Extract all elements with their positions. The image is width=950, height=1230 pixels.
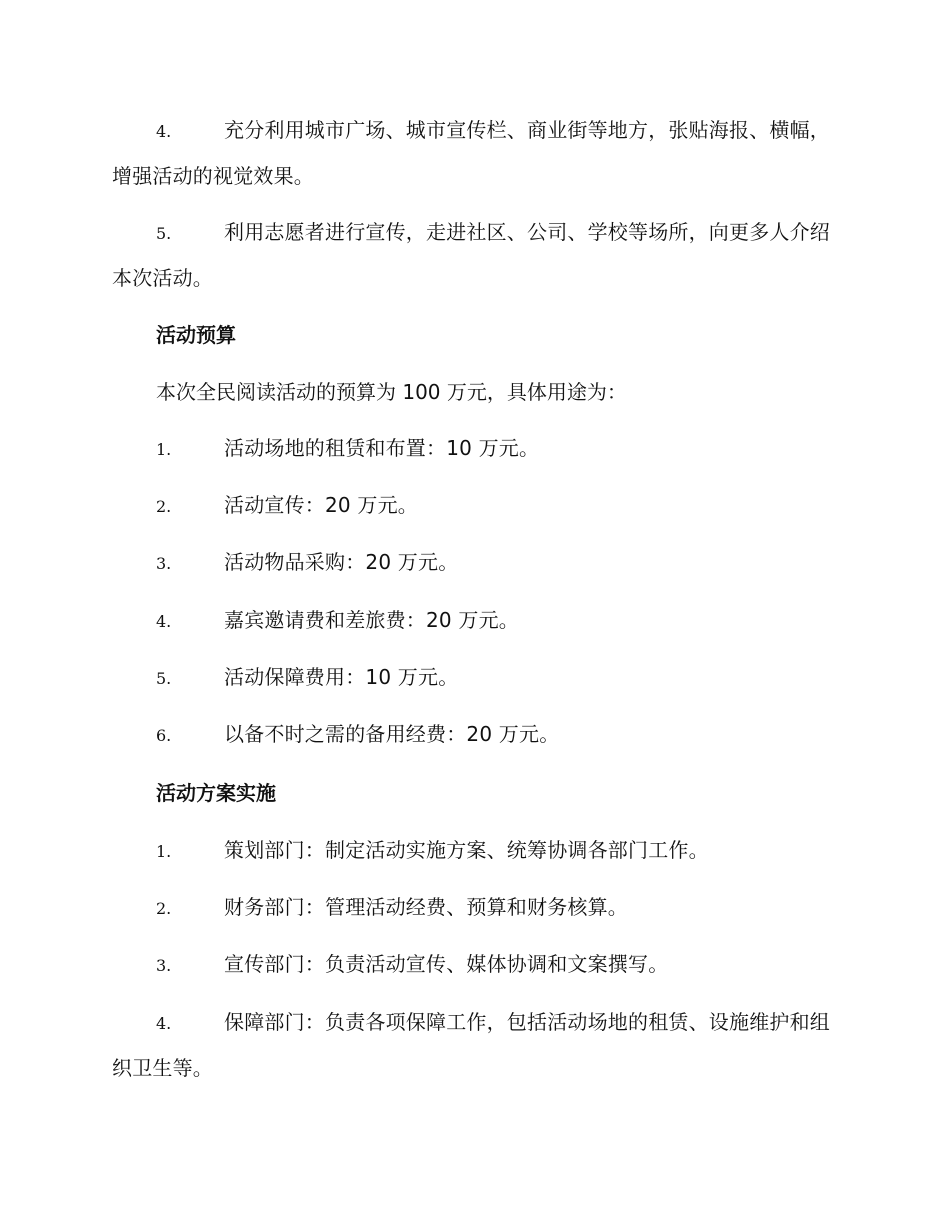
list-number: 1. <box>156 440 172 459</box>
list-item <box>112 108 834 198</box>
list-item <box>112 210 834 300</box>
list-item <box>112 655 834 701</box>
list-number: 4. <box>156 1014 172 1033</box>
list-number: 5. <box>156 224 172 243</box>
list-item <box>112 828 834 874</box>
list-item <box>112 712 834 758</box>
list-number: 5. <box>156 669 172 688</box>
list-number: 3. <box>156 956 172 975</box>
list-item <box>112 942 834 988</box>
list-item <box>112 426 834 472</box>
list-number: 2. <box>156 899 172 918</box>
list-number: 4. <box>156 612 172 631</box>
list-number: 6. <box>156 726 172 745</box>
list-number: 1. <box>156 842 172 861</box>
list-item <box>112 885 834 931</box>
list-text: 保障部门：负责各项保障工作，包括活动场地的租赁、设施维护和组织卫生等。 <box>112 1010 830 1080</box>
section-heading-budget: 活动预算 <box>156 323 236 347</box>
list-text: 活动场地的租赁和布置：10 万元。 <box>224 436 540 460</box>
list-item <box>112 540 834 586</box>
budget-intro: 本次全民阅读活动的预算为 100 万元，具体用途为： <box>156 380 627 404</box>
list-text: 以备不时之需的备用经费：20 万元。 <box>224 722 560 746</box>
list-item <box>112 483 834 529</box>
list-number: 3. <box>156 554 172 573</box>
list-text: 嘉宾邀请费和差旅费：20 万元。 <box>224 608 520 632</box>
list-text: 充分利用城市广场、城市宣传栏、商业街等地方，张贴海报、横幅，增强活动的视觉效果。 <box>112 118 830 188</box>
list-item <box>112 598 834 644</box>
section-heading-implementation: 活动方案实施 <box>156 781 276 805</box>
list-text: 活动保障费用：10 万元。 <box>224 665 459 689</box>
list-text: 利用志愿者进行宣传，走进社区、公司、学校等场所，向更多人介绍本次活动。 <box>112 220 830 290</box>
list-number: 4. <box>156 122 172 141</box>
list-text: 策划部门：制定活动实施方案、统筹协调各部门工作。 <box>224 838 709 862</box>
list-text: 宣传部门：负责活动宣传、媒体协调和文案撰写。 <box>224 952 669 976</box>
list-text: 财务部门：管理活动经费、预算和财务核算。 <box>224 895 628 919</box>
list-item <box>112 1000 834 1090</box>
list-text: 活动宣传：20 万元。 <box>224 493 419 517</box>
list-number: 2. <box>156 497 172 516</box>
list-text: 活动物品采购：20 万元。 <box>224 550 459 574</box>
